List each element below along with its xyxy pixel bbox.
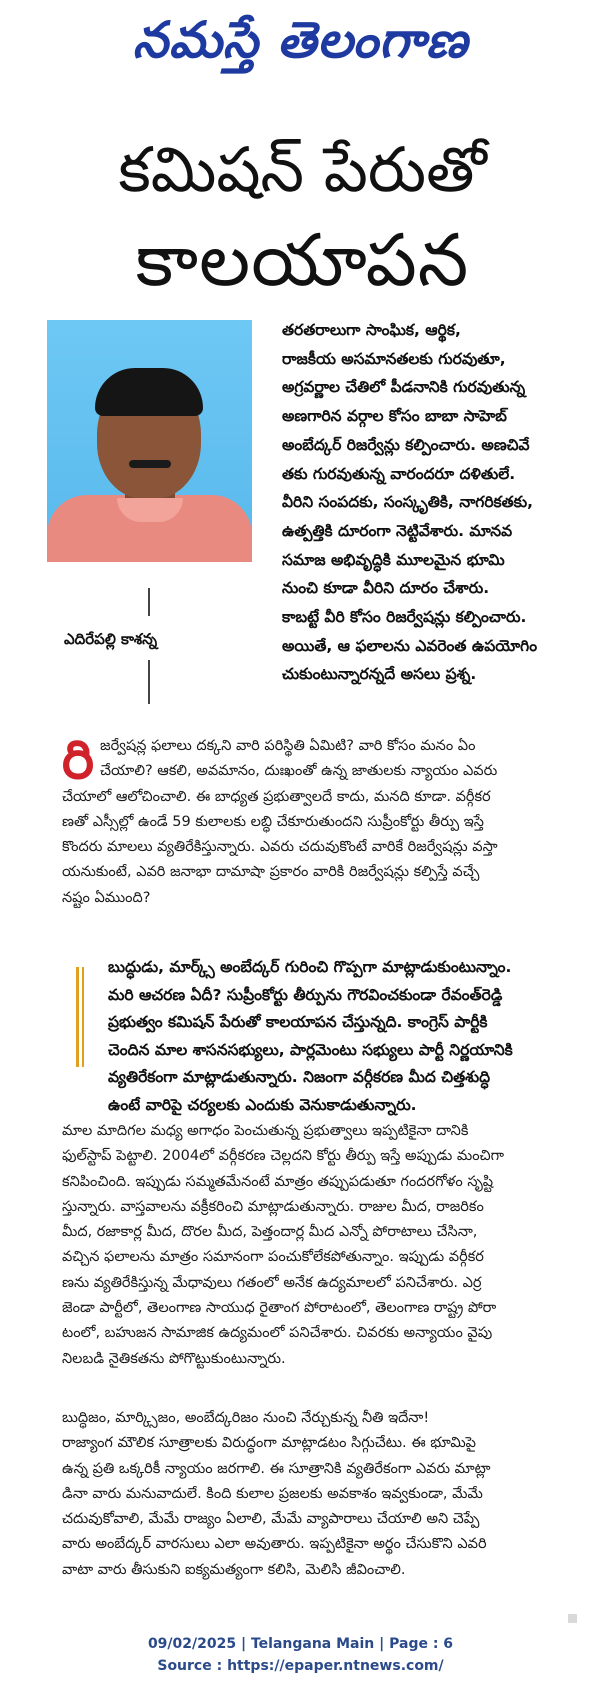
intro-line: అణగారిన వర్గాల కోసం బాబా సాహెబ్ — [282, 407, 507, 426]
intro-line: తరతరాలుగా సాంఘిక, ఆర్థిక, — [282, 321, 461, 339]
body-line: కనిపించింది. ఇప్పుడు సమ్మతమేనంటే మాత్రం తప్పుపడుతూ గందరగోళం సృష్టి — [62, 1173, 494, 1190]
drop-cap: రి — [62, 728, 95, 791]
body-line: కొందరు మాలలు వ్యతిరేకిస్తున్నారు. ఎవరు చదువుకొంటే వారికే రిజర్వేషన్లు వస్తా — [62, 839, 498, 856]
quote-line: ప్రభుత్వం కమిషన్ పేరుతో కాలయాపన చేస్తున్నది. కాంగ్రెస్ పార్టీకి — [108, 1013, 488, 1031]
body-line: రాజ్యాంగ మౌలిక సూత్రాలకు విరుద్ధంగా మాట్లాడటం సిగ్గుచేటు. ఈ భూమిపై — [62, 1435, 476, 1452]
body-paragraph-1 — [62, 728, 592, 911]
intro-line: తకు గురవుతున్న వారందరూ దళితులే. — [282, 464, 516, 483]
headline-line-1: కమిషన్ పేరుతో — [118, 133, 487, 206]
author-photo — [47, 320, 252, 562]
intro-line: ఉత్పత్తికి దూరంగా నెట్టివేశారు. మానవ — [282, 521, 513, 540]
body-line: వారు అంబేద్కర్ వారసులు ఎలా అవుతారు. ఇప్పటికైనా అర్థం చేసుకొని ఎవరి — [62, 1536, 487, 1553]
body-paragraph-2 — [62, 1119, 592, 1372]
body-line: మీద, రజాకార్ల మీద, దొరల మీద, పెత్తందార్ల మీద ఎన్నో పోరాటాలు చేసినా, — [62, 1224, 478, 1241]
intro-line: నుంచి కూడా వీరిని దూరం చేశారు. — [282, 579, 490, 598]
intro-line: అయితే, ఆ ఫలాలను ఎవరెంత ఉపయోగిం — [282, 636, 538, 655]
intro-line: చుకుంటున్నారన్నదే అసలు ప్రశ్న. — [282, 665, 477, 684]
body-line: చేయాలో ఆలోచించాలి. ఈ బాధ్యత ప్రభుత్వాలదే కాదు, మనది కూడా. వర్గీకర — [62, 788, 491, 805]
body-line: చేయాలి? ఆకలి, అవమానం, దుఃఖంతో ఉన్న జాతులకు న్యాయం ఎవరు — [100, 763, 498, 780]
body-line: స్తున్నారు. వాస్తవాలను వక్రీకరించి మాట్లాడుతున్నారు. రాజుల మీద, రాజరికం — [62, 1198, 484, 1215]
body-line: ఉన్న ప్రతి ఒక్కరికీ న్యాయం జరగాలి. ఈ సూత్రానికి వ్యతిరేకంగా ఎవరు మాట్లా — [62, 1460, 491, 1477]
quote-line: వ్యతిరేకంగా మాట్లాడుతున్నారు. నిజంగా వర్గీకరణ మీద చిత్తశుద్ధి — [108, 1068, 491, 1086]
quote-line: బుద్ధుడు, మార్క్స్ అంబేద్కర్ గురించి గొప్పగా మాట్లాడుకుంటున్నాం. — [108, 958, 512, 976]
intro-line: అగ్రవర్ణాల చేతిలో పీడనానికి గురవుతున్న — [282, 378, 526, 397]
body-line: బుద్ధిజం, మార్క్సిజం, అంబేద్కరిజం నుంచి నేర్చుకున్న నీతి ఇదేనా! — [62, 1410, 430, 1426]
body-line: జెండా పార్టీలో, తెలంగాణ సాయుధ రైతాంగ పోరాటంలో, తెలంగాణ రాష్ట్ర పోరా — [62, 1300, 497, 1317]
body-paragraph-3 — [62, 1406, 592, 1583]
end-marker — [568, 1614, 577, 1623]
footer-date-page: 09/02/2025 | Telangana Main | Page : 6 — [147, 1636, 454, 1652]
body-line: ణను వ్యతిరేకిస్తున్న మేధావులు గతంలో అనేక ఉద్యమాలలో పనిచేశారు. ఎర్ర — [62, 1274, 482, 1291]
body-line: జర్వేషన్ల ఫలాలు దక్కని వారి పరిస్థితి ఏమిటి? వారి కోసం మనం ఏం — [100, 738, 476, 754]
body-line: మాల మాదిగల మధ్య అగాధం పెంచుతున్న ప్రభుత్వాలు ఇప్పటికైనా దానికి — [62, 1123, 469, 1139]
body-line: ఫుల్‌స్టాప్ పెట్టాలి. 2004లో వర్గీకరణ చెల్లదని కోర్టు తీర్పు ఇస్తే అప్పుడు మంచిగా — [62, 1148, 505, 1165]
author-name: ఎదిరేపల్లి కాశన్న — [64, 630, 158, 648]
footer-source-link[interactable]: Source : https://epaper.ntnews.com/ — [157, 1658, 444, 1674]
body-line: టంలో, బహుజన సామాజిక ఉద్యమంలో పనిచేశారు. చివరకు అన్యాయం వైపు — [62, 1325, 493, 1342]
pull-quote — [108, 954, 592, 1119]
quote-line: మరి ఆచరణ ఏదీ? సుప్రీంకోర్టు తీర్పును గౌరవించకుండా రేవంత్‌రెడ్డి — [108, 985, 503, 1004]
intro-line: వీరిని సంపదకు, సంస్కృతికి, నాగరికతకు, — [282, 493, 534, 512]
author-divider-bottom — [148, 660, 150, 704]
body-line: వాటా వారు తీసుకుని ఐక్యమత్యంగా కలిసి, మెలిసి జీవించాలి. — [62, 1561, 406, 1578]
body-line: నిలబడి నైతికతను పోగొట్టుకుంటున్నారు. — [62, 1350, 286, 1367]
intro-line: సమాజ అభివృద్ధికి మూలమైన భూమి — [282, 550, 505, 569]
quote-bar — [76, 967, 79, 1067]
author-divider-top — [148, 588, 150, 616]
body-line: వచ్చిన ఫలాలను మాత్రం సమానంగా పంచుకోలేకపోతున్నాం. ఇప్పుడు వర్గీకర — [62, 1249, 484, 1266]
body-line: చదువుకోవాలి, మేమే రాజ్యం ఏలాలి, మేమే వ్యాపారాలు చేయాలి అని చెప్పే — [62, 1511, 480, 1528]
intro-line: అంబేద్కర్ రిజర్వేన్లు కల్పించారు. అణచివే — [282, 435, 530, 454]
quote-bar — [82, 967, 84, 1067]
intro-paragraph — [282, 316, 594, 689]
quote-line: ఉంటే వారిపై చర్యలకు ఎందుకు వెనుకాడుతున్నారు. — [108, 1095, 417, 1114]
body-line: ణతో ఎస్సీల్లో ఉండే 59 కులాలకు లబ్ధి చేకూరుతుందని సుప్రీంకోర్టు తీర్పు ఇస్తే — [62, 813, 484, 830]
body-line: యనుకుంటే, ఎవరి జనాభా దామాషా ప్రకారం వారికి రిజర్వేషన్లు కల్పిస్తే వచ్చే — [62, 864, 480, 881]
body-line: నష్టం ఏముంది? — [62, 889, 151, 906]
quote-line: చెందిన మాల శాసనసభ్యులు, పార్లమెంటు సభ్యులు పార్టీ నిర్ణయానికి — [108, 1040, 513, 1059]
masthead-logo: నమస్తే తెలంగాణ — [132, 11, 469, 69]
headline-line-2: కాలయాపన — [135, 218, 470, 302]
intro-line: కాబట్టే వీరి కోసం రిజర్వేషన్లు కల్పించారు. — [282, 608, 527, 627]
body-line: డినా వారు మనువాదులే. కింది కులాల ప్రజలకు అవకాశం ఇవ్వకుండా, మేమే — [62, 1485, 483, 1502]
intro-line: రాజకీయ అసమానతలకు గురవుతూ, — [282, 349, 506, 368]
